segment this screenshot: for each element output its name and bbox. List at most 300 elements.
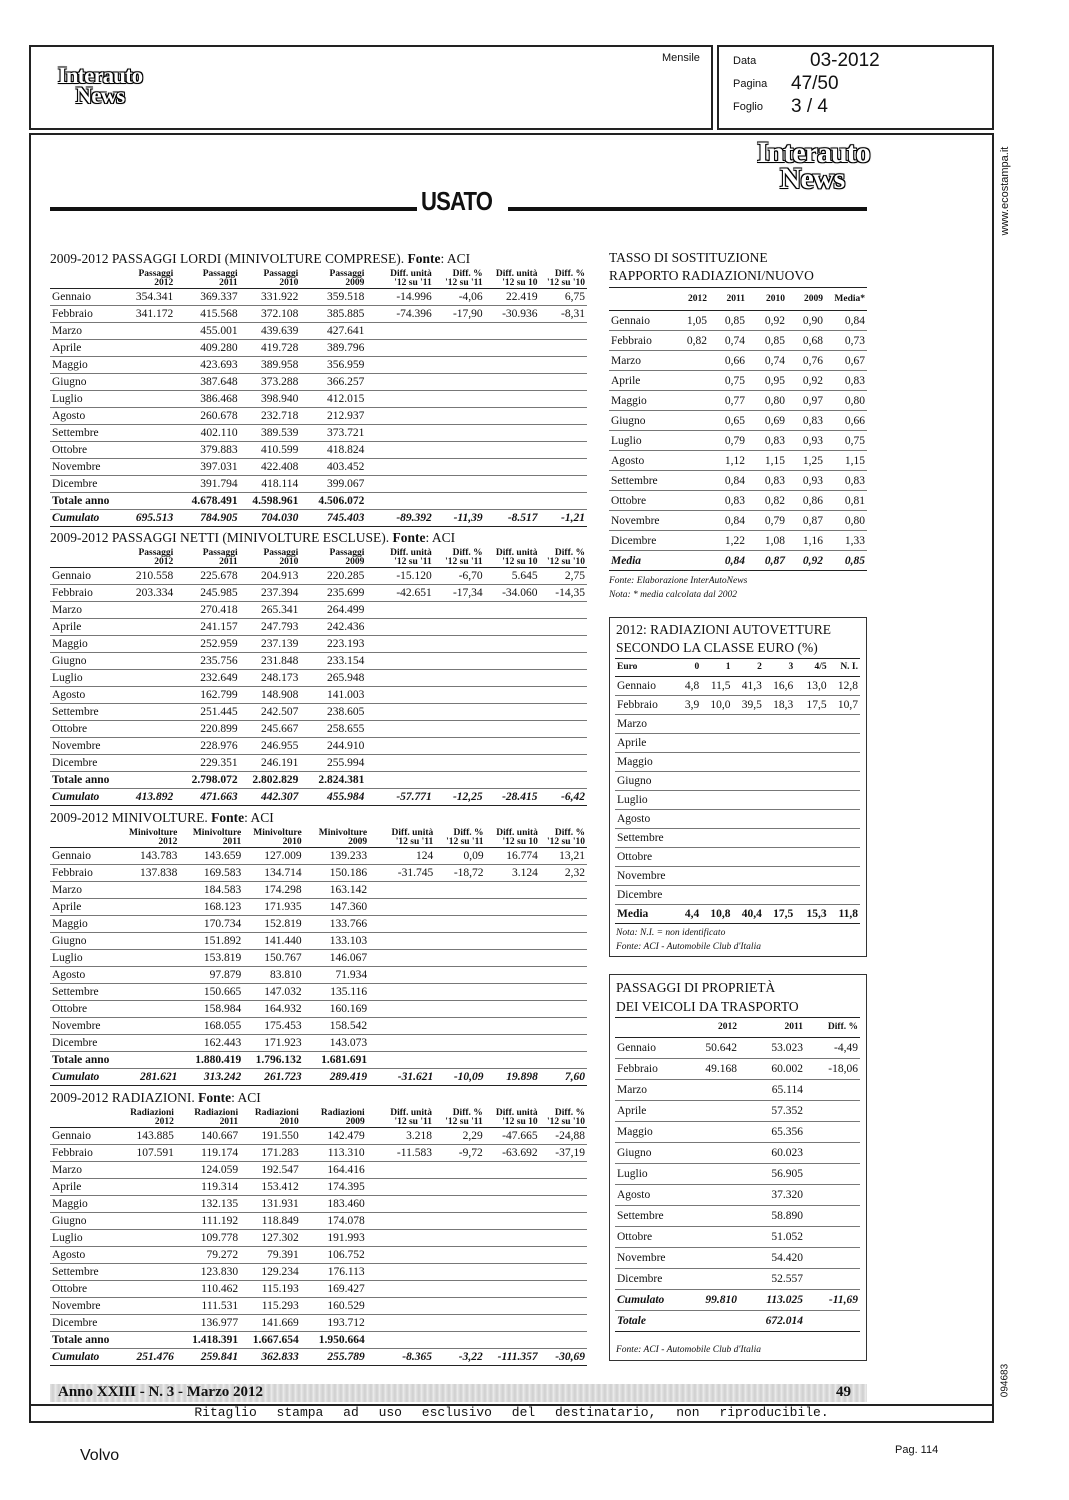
r1-row-cell: 1,16 bbox=[787, 531, 825, 551]
t1-row-cell bbox=[366, 391, 433, 408]
bottom-brand: Volvo bbox=[80, 1447, 120, 1464]
t1-row-cell: 398.940 bbox=[240, 391, 301, 408]
t2-total-row-cell bbox=[434, 772, 485, 789]
t4-total-row-cell: Totale anno bbox=[50, 1332, 128, 1349]
r3-row-cell bbox=[805, 1248, 860, 1269]
r1-row-cell bbox=[665, 391, 709, 411]
t1-row-cell: 418.824 bbox=[300, 442, 366, 459]
t3-row-cell: Settembre bbox=[50, 984, 127, 1001]
t3-row-cell: Agosto bbox=[50, 967, 127, 984]
t2-col-header-bottom: '12 su 10 bbox=[502, 557, 538, 567]
t2-title-fonte: Fonte bbox=[392, 530, 426, 545]
t4-col-header-bottom: '12 su '10 bbox=[546, 1117, 585, 1127]
t3-total-row-cell bbox=[540, 1052, 587, 1069]
r2-row-cell bbox=[795, 715, 828, 734]
t4-row-cell: -11.583 bbox=[367, 1145, 434, 1162]
r2-row bbox=[615, 829, 860, 848]
t3-row-cell bbox=[127, 950, 179, 967]
t1-row-cell bbox=[434, 391, 485, 408]
r3-row-cell: 58.890 bbox=[739, 1206, 805, 1227]
r2-row-cell bbox=[733, 772, 764, 791]
r3-row-cell: Febbraio bbox=[615, 1059, 673, 1080]
t2-row-cell: Dicembre bbox=[50, 755, 128, 772]
r3-row-cell: 54.420 bbox=[739, 1248, 805, 1269]
t1-title-source: : ACI bbox=[440, 251, 471, 266]
r1-row-cell: 1,25 bbox=[787, 451, 825, 471]
t3-col-header bbox=[304, 825, 369, 848]
t2-cumulato-row-cell: Cumulato bbox=[50, 789, 128, 806]
t3-row-cell bbox=[540, 899, 587, 916]
t3-row-cell: 147.360 bbox=[304, 899, 369, 916]
r3-totale-row bbox=[615, 1311, 860, 1332]
t1-col-header-top: Passaggi bbox=[263, 269, 299, 279]
t3-row-cell bbox=[540, 1018, 587, 1035]
r1-row-cell: 0,80 bbox=[747, 391, 787, 411]
t4-row-cell bbox=[540, 1247, 587, 1264]
t1-row-cell bbox=[366, 408, 433, 425]
r2-row-cell bbox=[764, 734, 795, 753]
t4-cumulato-row-cell: 259.841 bbox=[176, 1349, 240, 1366]
t4-row-cell: 79.391 bbox=[240, 1247, 301, 1264]
t1-row-cell bbox=[485, 391, 540, 408]
t1-row-cell: Maggio bbox=[50, 357, 128, 374]
bottom-page: Pag. 114 bbox=[895, 1444, 939, 1456]
t3-row-cell bbox=[369, 933, 435, 950]
t3-row-cell bbox=[486, 1035, 540, 1052]
r1-row-cell bbox=[665, 471, 709, 491]
r3-row-cell bbox=[805, 1164, 860, 1185]
r1-row bbox=[609, 311, 867, 331]
t2-row-cell bbox=[128, 602, 175, 619]
t1-row-cell: 260.678 bbox=[175, 408, 239, 425]
t3-row-cell: 150.767 bbox=[243, 950, 303, 967]
t1-row-cell bbox=[128, 442, 175, 459]
header-logo-line2: News bbox=[75, 82, 125, 108]
t4-col-header-bottom: 2010 bbox=[279, 1117, 299, 1127]
t2-row-cell bbox=[366, 704, 433, 721]
r2-header-row bbox=[615, 659, 860, 677]
t4-col-header bbox=[128, 1105, 176, 1128]
t2-row-cell bbox=[485, 738, 540, 755]
r2-row-cell bbox=[829, 810, 860, 829]
r1-row-cell: 1,22 bbox=[709, 531, 747, 551]
t4-row-cell bbox=[485, 1281, 540, 1298]
t4-row-cell: 136.977 bbox=[176, 1315, 240, 1332]
r2-row-cell: Ottobre bbox=[615, 848, 670, 867]
t4-row-cell: -63.692 bbox=[485, 1145, 540, 1162]
r1-row-cell: 0,85 bbox=[747, 331, 787, 351]
r1-row-cell: 0,84 bbox=[825, 311, 867, 331]
t4-row bbox=[50, 1298, 587, 1315]
t4-row-cell bbox=[540, 1179, 587, 1196]
t4-total-row-cell bbox=[367, 1332, 434, 1349]
r2-row-cell bbox=[795, 753, 828, 772]
section-logo-line1: Interauto bbox=[757, 136, 870, 169]
r2-row-cell bbox=[829, 867, 860, 886]
t1-row-cell: Ottobre bbox=[50, 442, 128, 459]
t2-row-cell: Agosto bbox=[50, 687, 128, 704]
r1-row-cell: 0,77 bbox=[709, 391, 747, 411]
t2-row-cell bbox=[434, 755, 485, 772]
t1-row-cell bbox=[485, 476, 540, 493]
r3-row bbox=[615, 1038, 860, 1059]
t1-col-header-top: Diff. unità bbox=[495, 269, 538, 279]
t3-total-row-cell: 1.796.132 bbox=[243, 1052, 303, 1069]
t1-row-cell: 232.718 bbox=[240, 408, 301, 425]
r3-row-cell bbox=[673, 1206, 739, 1227]
t3-row-cell: Giugno bbox=[50, 933, 127, 950]
t2-row-cell: 228.976 bbox=[175, 738, 239, 755]
header-logo bbox=[55, 63, 145, 108]
t4-row bbox=[50, 1247, 587, 1264]
r2-row-cell: 10,7 bbox=[829, 696, 860, 715]
t4-row-cell: Aprile bbox=[50, 1179, 128, 1196]
r1-col-header: 2012 bbox=[665, 288, 709, 311]
r3-row-cell: Ottobre bbox=[615, 1227, 673, 1248]
t2-row-cell: 247.793 bbox=[240, 619, 301, 636]
r2-row-cell: 4,8 bbox=[670, 677, 701, 696]
r3-row-cell: Gennaio bbox=[615, 1038, 673, 1059]
t2-row-cell: 237.139 bbox=[240, 636, 301, 653]
t3-row-cell bbox=[486, 967, 540, 984]
t4-row-cell bbox=[434, 1247, 485, 1264]
t2-row-cell bbox=[434, 721, 485, 738]
r2-media-row-cell: Media bbox=[615, 905, 670, 924]
t2-row-cell: Settembre bbox=[50, 704, 128, 721]
t4-row-cell bbox=[434, 1281, 485, 1298]
t4-col-header-top: Diff. % bbox=[452, 1108, 483, 1118]
r3-row-cell bbox=[673, 1143, 739, 1164]
r2-row-cell bbox=[670, 848, 701, 867]
t1-col-header bbox=[128, 266, 175, 289]
t2-row-cell bbox=[434, 619, 485, 636]
r1-row-cell: 0,82 bbox=[665, 331, 709, 351]
t2-col-header-top: Diff. % bbox=[452, 548, 483, 558]
r3-row-cell: Maggio bbox=[615, 1122, 673, 1143]
r2-table bbox=[615, 658, 860, 924]
t1-row bbox=[50, 374, 587, 391]
t1-cumulato-row-cell: -11,39 bbox=[434, 510, 485, 527]
t4-row-cell: Giugno bbox=[50, 1213, 128, 1230]
t2-row bbox=[50, 653, 587, 670]
t4-cumulato-row-cell: -8.365 bbox=[367, 1349, 434, 1366]
t3-row-cell bbox=[435, 1018, 485, 1035]
t4-row-cell bbox=[434, 1264, 485, 1281]
r1-row-cell: 0,75 bbox=[825, 431, 867, 451]
t1-total-row-cell: Totale anno bbox=[50, 493, 128, 510]
t3-row-cell: 0,09 bbox=[435, 848, 485, 865]
t1-row-cell: 415.568 bbox=[175, 306, 239, 323]
t1-col-header-top: Passaggi bbox=[138, 269, 174, 279]
t1-row-cell: 403.452 bbox=[300, 459, 366, 476]
r3-cumulato-row-cell: Cumulato bbox=[615, 1290, 673, 1311]
t2-title bbox=[50, 530, 455, 546]
t2-row-cell bbox=[366, 738, 433, 755]
t2-row-cell: 220.285 bbox=[300, 568, 366, 585]
t3-col-header-bottom: '12 su '11 bbox=[446, 837, 484, 847]
t2-row-cell bbox=[366, 721, 433, 738]
t3-row-cell bbox=[435, 1001, 485, 1018]
t4-row-cell bbox=[485, 1230, 540, 1247]
t2-row-cell bbox=[485, 704, 540, 721]
t3-row-cell bbox=[486, 984, 540, 1001]
t1-col-header-bottom: 2012 bbox=[154, 278, 174, 288]
r2-row bbox=[615, 753, 860, 772]
t3-col-header bbox=[369, 825, 435, 848]
r3-cumulato-row bbox=[615, 1290, 860, 1311]
t4-row-cell bbox=[367, 1247, 434, 1264]
t1-row-cell bbox=[485, 340, 540, 357]
t3-total-row-cell: 1.880.419 bbox=[179, 1052, 243, 1069]
t4-row-cell: 109.778 bbox=[176, 1230, 240, 1247]
t4-total-row-cell bbox=[540, 1332, 587, 1349]
r1-row-cell: Novembre bbox=[609, 511, 665, 531]
t3-row-cell bbox=[486, 1001, 540, 1018]
t1-row-cell: 418.114 bbox=[240, 476, 301, 493]
t2-row-cell: 242.507 bbox=[240, 704, 301, 721]
t3-row-cell: Marzo bbox=[50, 882, 127, 899]
t2-row-cell: 265.341 bbox=[240, 602, 301, 619]
t2-total-row-cell bbox=[128, 772, 175, 789]
r2-row-cell: 16,6 bbox=[764, 677, 795, 696]
t1-row-cell bbox=[540, 323, 587, 340]
t3-col-header-top: Minivolture bbox=[318, 828, 368, 838]
t3-row-cell: -31.745 bbox=[369, 865, 435, 882]
t2-row-cell: 245.667 bbox=[240, 721, 301, 738]
t4-col-header bbox=[434, 1105, 485, 1128]
t3-row-cell bbox=[435, 950, 485, 967]
t2-row-cell: 242.436 bbox=[300, 619, 366, 636]
header-logo-line1: Interauto bbox=[57, 63, 143, 88]
r3-totale-row-cell: 672.014 bbox=[739, 1311, 805, 1332]
r1-media-row-cell: 0,92 bbox=[787, 551, 825, 571]
r1-row-cell: 1,12 bbox=[709, 451, 747, 471]
t4-row-cell bbox=[128, 1179, 176, 1196]
t4-row-cell: Agosto bbox=[50, 1247, 128, 1264]
r1-row-cell: 0,79 bbox=[747, 511, 787, 531]
t1-row-cell bbox=[366, 374, 433, 391]
t4-row-cell: Marzo bbox=[50, 1162, 128, 1179]
t3-row-cell: 171.923 bbox=[243, 1035, 303, 1052]
t1-cumulato-row-cell: -89.392 bbox=[366, 510, 433, 527]
r2-row-cell: Aprile bbox=[615, 734, 670, 753]
t4-col-header-top: Radiazioni bbox=[320, 1108, 365, 1118]
r1-row-cell: Settembre bbox=[609, 471, 665, 491]
t1-row bbox=[50, 323, 587, 340]
r3-cumulato-row-cell: -11,69 bbox=[805, 1290, 860, 1311]
r1-row bbox=[609, 511, 867, 531]
r3-col-header: Diff. % bbox=[805, 1018, 860, 1038]
t1-row-cell bbox=[485, 408, 540, 425]
t4-row-cell bbox=[367, 1179, 434, 1196]
t3-row-cell: 124 bbox=[369, 848, 435, 865]
t4-col-header bbox=[540, 1105, 587, 1128]
t4-row-cell: 124.059 bbox=[176, 1162, 240, 1179]
t3-row bbox=[50, 984, 587, 1001]
t4-row-cell: Maggio bbox=[50, 1196, 128, 1213]
t4-row-cell: Luglio bbox=[50, 1230, 128, 1247]
r1-media-row-cell: 0,87 bbox=[747, 551, 787, 571]
r2-row-cell bbox=[670, 753, 701, 772]
t3-row-cell bbox=[540, 950, 587, 967]
t4-row-cell: 115.293 bbox=[240, 1298, 301, 1315]
t4-row-cell: 174.078 bbox=[301, 1213, 367, 1230]
t2-row-cell bbox=[540, 738, 587, 755]
t2-row-cell bbox=[540, 670, 587, 687]
t4-row bbox=[50, 1145, 587, 1162]
t4-cumulato-row-cell: -3,22 bbox=[434, 1349, 485, 1366]
r3-row bbox=[615, 1206, 860, 1227]
t4-row-cell bbox=[540, 1196, 587, 1213]
t2-row-cell: -6,70 bbox=[434, 568, 485, 585]
t3-row-cell bbox=[540, 984, 587, 1001]
r1-media-row-cell bbox=[665, 551, 709, 571]
r2-row bbox=[615, 791, 860, 810]
t3-row-cell: 164.932 bbox=[243, 1001, 303, 1018]
t4-row-cell: Settembre bbox=[50, 1264, 128, 1281]
t3-total-row-cell bbox=[127, 1052, 179, 1069]
t4-row-cell: 127.302 bbox=[240, 1230, 301, 1247]
r2-row-cell: Marzo bbox=[615, 715, 670, 734]
r2-row-cell bbox=[701, 734, 732, 753]
r2-row bbox=[615, 810, 860, 829]
r2-row-cell: Luglio bbox=[615, 791, 670, 810]
r1-row-cell: 0,65 bbox=[709, 411, 747, 431]
t4-row-cell bbox=[367, 1298, 434, 1315]
r3-row-cell bbox=[673, 1185, 739, 1206]
t3-row-cell bbox=[486, 933, 540, 950]
r1-row-cell: 0,85 bbox=[709, 311, 747, 331]
t2-row-cell bbox=[434, 687, 485, 704]
r1-row-cell: 0,76 bbox=[787, 351, 825, 371]
footer-disclaimer: Ritaglio stampa ad uso esclusivo del destinatario, non riproducibile. bbox=[194, 1405, 829, 1420]
t4-row-cell: 183.460 bbox=[301, 1196, 367, 1213]
t1-row-cell bbox=[128, 476, 175, 493]
r2-row-cell bbox=[670, 810, 701, 829]
r1-col-header: 2010 bbox=[747, 288, 787, 311]
t3-row bbox=[50, 1001, 587, 1018]
t3-title bbox=[50, 810, 274, 826]
t1-row-cell bbox=[366, 323, 433, 340]
t1-cumulato-row bbox=[50, 510, 587, 527]
t1-row-cell: 412.015 bbox=[300, 391, 366, 408]
t2-row-cell: 244.910 bbox=[300, 738, 366, 755]
t3-row-cell bbox=[127, 1035, 179, 1052]
t2-row-cell bbox=[540, 619, 587, 636]
t1-row-cell: Giugno bbox=[50, 374, 128, 391]
t1-row bbox=[50, 459, 587, 476]
t2-row-cell: -17,34 bbox=[434, 585, 485, 602]
t2-col-header bbox=[540, 545, 587, 568]
r2-note-2: Fonte: ACI - Automobile Club d'Italia bbox=[616, 942, 761, 952]
t2-cumulato-row-cell: -12,25 bbox=[434, 789, 485, 806]
t4-row-cell: -9,72 bbox=[434, 1145, 485, 1162]
t3-row-cell bbox=[486, 916, 540, 933]
footer-page-number: 49 bbox=[836, 1384, 851, 1400]
t4-row bbox=[50, 1162, 587, 1179]
r1-table bbox=[609, 287, 867, 571]
t1-title-text: 2009-2012 PASSAGGI LORDI (MINIVOLTURE COMPRESE). bbox=[50, 251, 408, 266]
t2-row-cell: 204.913 bbox=[240, 568, 301, 585]
t2-row-cell: 251.445 bbox=[175, 704, 239, 721]
t1-row-cell: 423.693 bbox=[175, 357, 239, 374]
t4-col-header-bottom: 2009 bbox=[345, 1117, 365, 1127]
t3-row-cell bbox=[540, 1001, 587, 1018]
t2-row bbox=[50, 704, 587, 721]
t3-row-cell bbox=[435, 967, 485, 984]
r3-row-cell: 60.023 bbox=[739, 1143, 805, 1164]
t1-row-cell bbox=[540, 391, 587, 408]
t4-row-cell bbox=[128, 1247, 176, 1264]
t4-row-cell: 191.993 bbox=[301, 1230, 367, 1247]
t3-row bbox=[50, 899, 587, 916]
t1-row-cell bbox=[434, 425, 485, 442]
t1-row-cell: Settembre bbox=[50, 425, 128, 442]
t2-total-row-cell: 2.824.381 bbox=[300, 772, 366, 789]
t4-row-cell: Dicembre bbox=[50, 1315, 128, 1332]
t4-col-header-top: Radiazioni bbox=[130, 1108, 174, 1118]
t1-row-cell bbox=[434, 374, 485, 391]
t4-col-header-top: Radiazioni bbox=[194, 1108, 239, 1118]
t1-row-cell bbox=[540, 476, 587, 493]
t3-row-cell: Maggio bbox=[50, 916, 127, 933]
t1-row-cell: 22.419 bbox=[485, 289, 540, 306]
t3-row-cell: Ottobre bbox=[50, 1001, 127, 1018]
r1-row-cell bbox=[665, 351, 709, 371]
r1-row-cell: 0,79 bbox=[709, 431, 747, 451]
r2-row-cell: 13,0 bbox=[795, 677, 828, 696]
t1-total-row-cell: 4.678.491 bbox=[175, 493, 239, 510]
t2-row-cell: -34.060 bbox=[485, 585, 540, 602]
r2-row-cell bbox=[764, 848, 795, 867]
t2-row-cell bbox=[366, 670, 433, 687]
r2-row-cell bbox=[795, 886, 828, 905]
r2-row-cell: 10,0 bbox=[701, 696, 732, 715]
t1-col-header-bottom: '12 su 10 bbox=[502, 278, 538, 288]
t3-row-cell: 150.186 bbox=[304, 865, 369, 882]
t3-row-cell: 139.233 bbox=[304, 848, 369, 865]
t4-row-cell: 119.174 bbox=[176, 1145, 240, 1162]
t4-cumulato-row bbox=[50, 1349, 587, 1366]
t1-row bbox=[50, 391, 587, 408]
t2-total-row-cell bbox=[485, 772, 540, 789]
t2-row-cell: Aprile bbox=[50, 619, 128, 636]
t4-row-cell: 3.218 bbox=[367, 1128, 434, 1145]
t1-row-cell: 409.280 bbox=[175, 340, 239, 357]
t2-row-cell bbox=[540, 687, 587, 704]
t3-col-header-top: Diff. % bbox=[554, 828, 585, 838]
t2-row-cell bbox=[128, 755, 175, 772]
t4-col-header-top: Diff. unità bbox=[495, 1108, 538, 1118]
t3-row-cell bbox=[486, 950, 540, 967]
r3-row bbox=[615, 1227, 860, 1248]
t3-row-cell: 143.073 bbox=[304, 1035, 369, 1052]
t1-row-cell bbox=[434, 408, 485, 425]
t3-col-header bbox=[243, 825, 303, 848]
r2-row-cell: 3,9 bbox=[670, 696, 701, 715]
t2-col-header-top: Passaggi bbox=[263, 548, 299, 558]
t4-col-header bbox=[240, 1105, 301, 1128]
r2-row-cell bbox=[733, 715, 764, 734]
t3-row-cell: 83.810 bbox=[243, 967, 303, 984]
t4-row-cell: 106.752 bbox=[301, 1247, 367, 1264]
t4-row-cell: 142.479 bbox=[301, 1128, 367, 1145]
t3-col-header bbox=[486, 825, 540, 848]
t4-row-cell bbox=[367, 1162, 434, 1179]
r1-row-cell: 0,69 bbox=[747, 411, 787, 431]
t2-row-cell: 238.605 bbox=[300, 704, 366, 721]
r2-row-cell bbox=[764, 772, 795, 791]
